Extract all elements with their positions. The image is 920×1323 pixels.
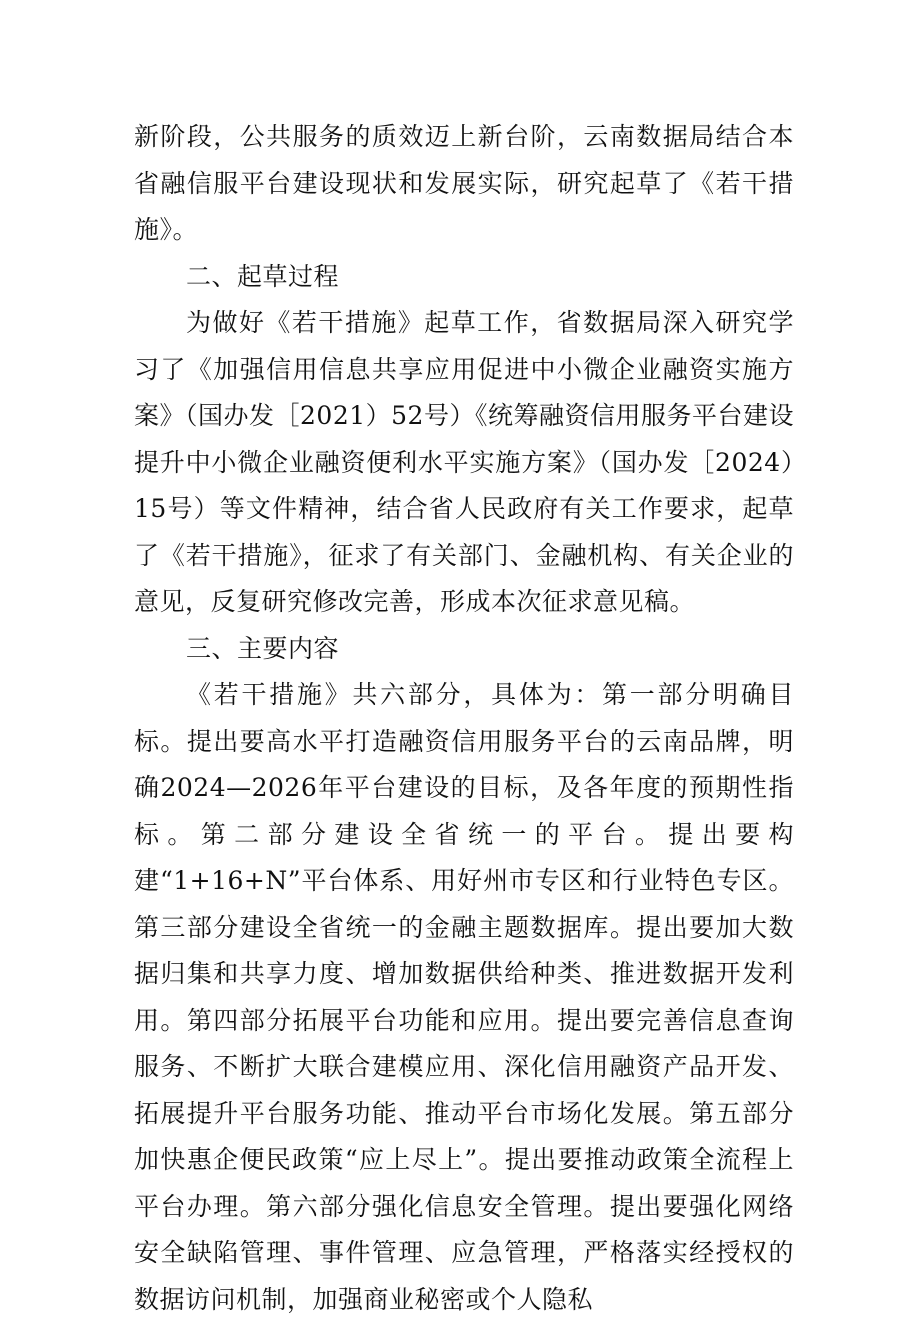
section-heading-drafting-process: 二、起草过程: [186, 261, 340, 291]
paragraph-main-content: 《若干措施》共六部分，具体为：第一部分明确目标。提出要高水平打造融资信用服务平台的云南品牌，明确2024—2026年平台建设的目标，及各年度的预期性指标。第二部分建设全省统一的平台。提出要构建“1+16+N”平台体系、用好州市专区和行业特色专区。第三部分建设全省统一的金融主题数据库。提出要加大数据归集和共享力度、增加数据供给种类、推进数据开发利用。第四部分拓展平台功能和应用。提出要完善信息查询服务、不断扩大联合建模应用、深化信用融资产品开发、拓展提升平台服务功能、推动平台市场化发展。第五部分加快惠企便民政策“应上尽上”。提出要推动政策全流程上平台办理。第六部分强化信息安全管理。提出要强化网络安全缺陷管理、事件管理、应急管理，严格落实经授权的数据访问机制，加强商业秘密或个人隐私: [134, 680, 794, 1314]
paragraph-continued: 新阶段，公共服务的质效迈上新台阶，云南数据局结合本省融信服平台建设现状和发展实际，研究起草了《若干措施》。: [134, 122, 794, 244]
section-heading-main-content: 三、主要内容: [186, 633, 340, 663]
paragraph-drafting-process: 为做好《若干措施》起草工作，省数据局深入研究学习了《加强信用信息共享应用促进中小微企业融资实施方案》（国办发［2021）52号）《统筹融资信用服务平台建设提升中小微企业融资便利水平实施方案》（国办发［2024）15号）等文件精神，结合省人民政府有关工作要求，起草了《若干措施》，征求了有关部门、金融机构、有关企业的意见，反复研究修改完善，形成本次征求意见稿。: [134, 308, 794, 616]
document-body: [134, 114, 794, 1323]
